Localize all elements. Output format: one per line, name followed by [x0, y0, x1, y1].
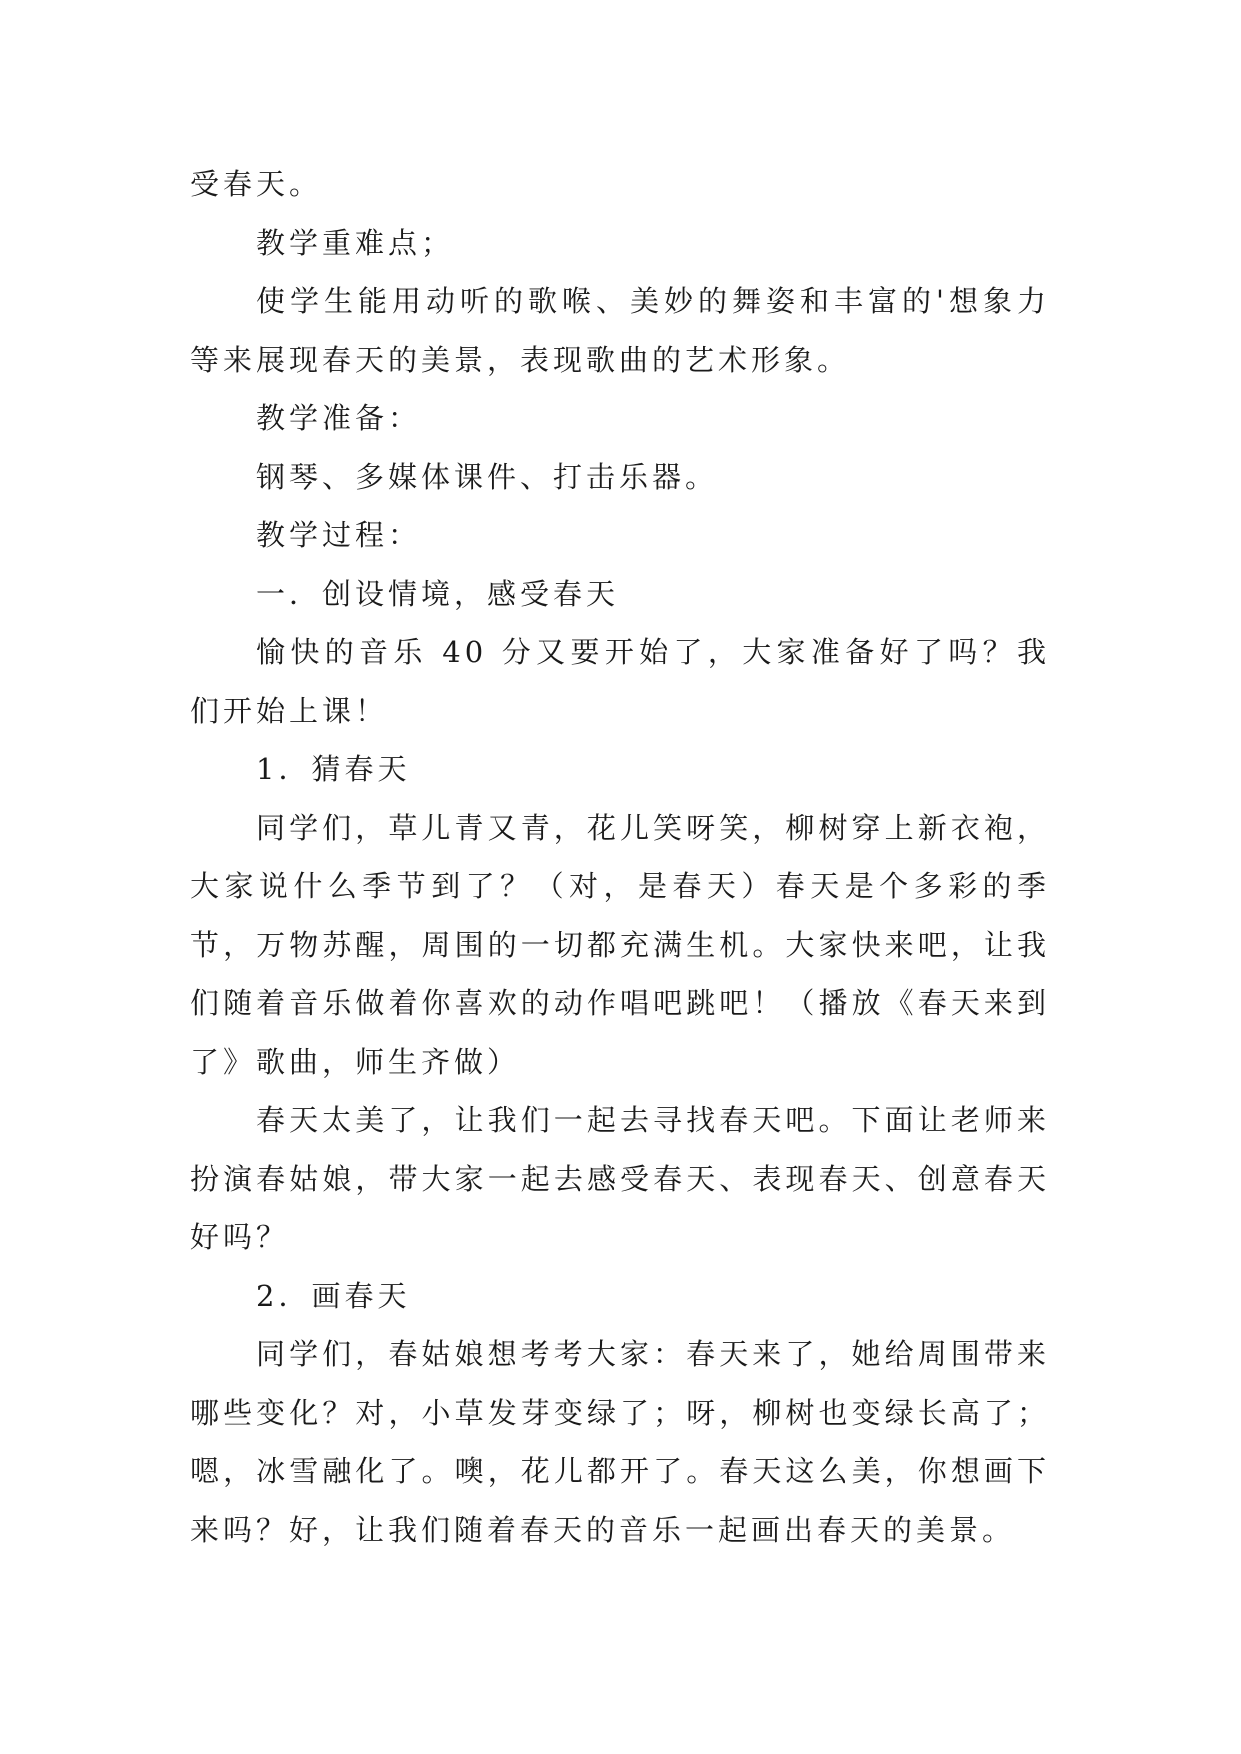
- paragraph-find-spring: 春天太美了，让我们一起去寻找春天吧。下面让老师来扮演春姑娘，带大家一起去感受春天、表现春天、创意春天好吗？: [190, 1103, 1050, 1254]
- paragraph-key-points-heading: 教学重难点；: [256, 225, 455, 260]
- paragraph-process-heading: 教学过程：: [256, 518, 422, 552]
- paragraph-guess-spring: 同学们，草儿青又青，花儿笑呀笑，柳树穿上新衣袍，大家说什么季节到了？（对，是春天）春天是个多彩的季节，万物苏醒，周围的一切都充满生机。大家快来吧，让我们随着音乐做着你喜欢的动作唱吧跳吧！（播放《春天来到了》歌曲，师生齐做）: [190, 810, 1050, 1079]
- paragraph-draw-spring: 同学们，春姑娘想考考大家：春天来了，她给周围带来哪些变化？对，小草发芽变绿了；呀，柳树也变绿长高了；嗯，冰雪融化了。噢，花儿都开了。春天这么美，你想画下来吗？好，让我们随着春天的音乐一起画出春天的美景。: [190, 1337, 1050, 1547]
- paragraph-section-one-heading: 一．创设情境，感受春天: [256, 576, 620, 611]
- paragraph-key-points: 使学生能用动听的歌喉、美妙的舞姿和丰富的'想象力等来展现春天的美景，表现歌曲的艺术形象。: [190, 284, 1050, 377]
- paragraph-guess-spring-heading: 1．猜春天: [256, 752, 411, 786]
- paragraph-preparation-heading: 教学准备：: [256, 401, 422, 435]
- paragraph-draw-spring-heading: 2．画春天: [256, 1278, 411, 1313]
- paragraph-continuation: 受春天。: [190, 167, 323, 201]
- paragraph-intro: 愉快的音乐 40 分又要开始了，大家准备好了吗？我们开始上课！: [190, 635, 1050, 728]
- document-body: [190, 155, 1050, 1559]
- paragraph-preparation: 钢琴、多媒体课件、打击乐器。: [256, 459, 719, 494]
